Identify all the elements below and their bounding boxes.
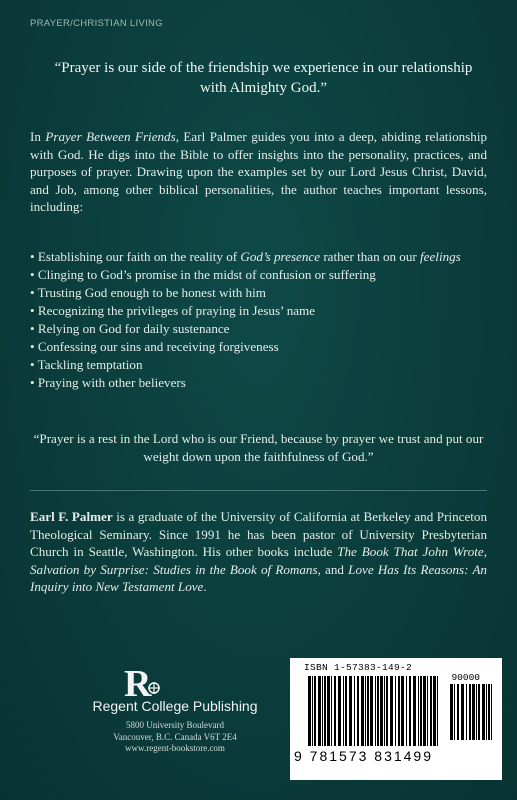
publisher-address xyxy=(60,720,290,755)
list-item: • Tackling temptation xyxy=(30,357,143,372)
publisher-logo-icon xyxy=(120,662,164,702)
barcode-addon-bars xyxy=(450,684,492,740)
description-paragraph xyxy=(30,128,487,216)
address-line: 5800 University Boulevard xyxy=(126,720,224,730)
list-item-text: • Establishing our faith on the reality of xyxy=(30,249,241,264)
other-book-title: The Book That John Wrote, Salvation by Surprise: Studies in the Book of Romans xyxy=(30,544,487,577)
book-title: Prayer Between Friends, xyxy=(45,129,179,144)
barcode xyxy=(290,658,502,780)
author-name: Earl F. Palmer xyxy=(30,509,113,524)
list-item: • Praying with other believers xyxy=(30,375,186,390)
list-item: • Clinging to God’s promise in the midst of confusion or suffering xyxy=(30,267,376,282)
svg-text:R: R xyxy=(124,663,152,702)
divider xyxy=(30,490,487,491)
bio-text: , and xyxy=(317,561,349,577)
other-book-title: Love Has Its Reasons: An Inquiry into New Testament Love xyxy=(30,561,487,595)
isbn-text: ISBN 1-57383-149-2 xyxy=(304,662,413,673)
barcode-addon-number: 90000 xyxy=(451,672,480,683)
list-item xyxy=(30,248,493,266)
ean-number: 9 781573 831499 xyxy=(294,748,433,764)
bio-text: . xyxy=(203,579,207,595)
description-text-start: In xyxy=(30,129,46,144)
barcode-bars xyxy=(308,676,438,746)
list-item-emphasis: feelings xyxy=(420,249,461,264)
publisher-name: Regent College Publishing xyxy=(92,698,258,714)
description-text: Earl Palmer guides you into a deep, abiding relationship with God. He digs into the Bible to offer insights into the personality, practices, and purposes of prayer. Drawing upon the examples set by our Lord Jesus Christ, David, and Job, among other biblical personalities, the author teaches important lessons, including: xyxy=(30,129,488,215)
author-bio xyxy=(30,508,487,596)
address-line: www.regent-bookstore.com xyxy=(125,743,225,753)
bottom-quote: “Prayer is a rest in the Lord who is our Friend, because by prayer we trust and put our weight down upon the faithfulness of God.” xyxy=(33,431,484,464)
list-item: • Relying on God for daily sustenance xyxy=(30,321,230,336)
category-label: PRAYER/CHRISTIAN LIVING xyxy=(30,18,163,29)
list-item-emphasis: God’s presence xyxy=(240,249,321,264)
top-quote: “Prayer is our side of the friendship we experience in our relationship with Almighty God.” xyxy=(54,60,473,96)
address-line: Vancouver, B.C. Canada V6T 2E4 xyxy=(113,731,237,742)
bio-text: is a graduate of the University of California at Berkeley and Princeton Theological Seminary. Since 1991 he has been pastor of University Presbyterian Church in Seattle, Washington. His other books include xyxy=(30,509,487,560)
list-item: • Trusting God enough to be honest with him xyxy=(30,285,266,300)
lessons-list xyxy=(30,248,493,392)
list-item-text: rather than on our xyxy=(320,249,421,264)
list-item: • Confessing our sins and receiving forgiveness xyxy=(30,339,279,354)
list-item: • Recognizing the privileges of praying in Jesus’ name xyxy=(30,303,316,318)
